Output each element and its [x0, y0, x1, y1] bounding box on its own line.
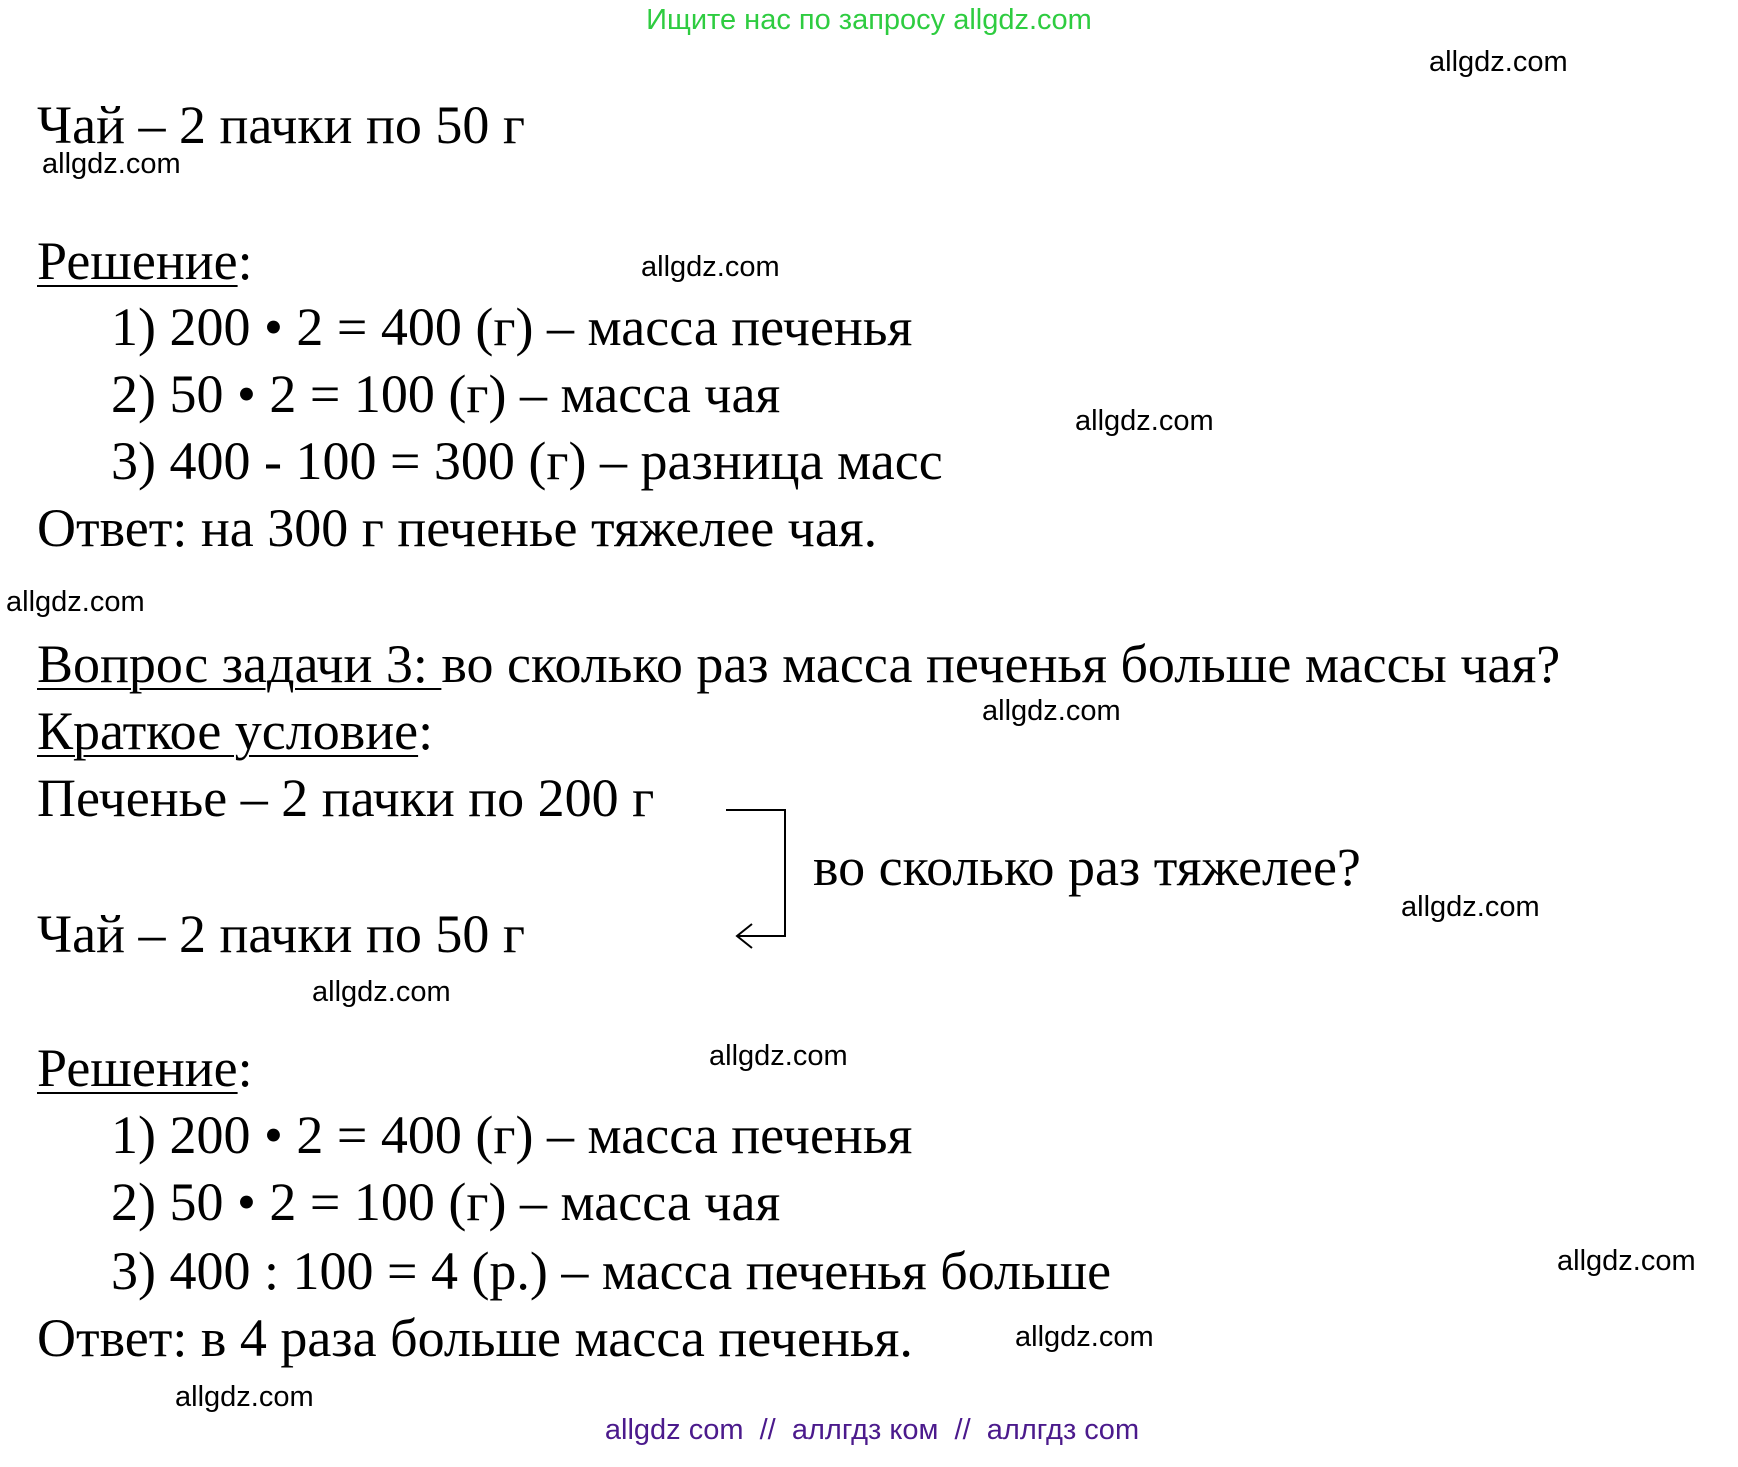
task3-step-1: 1) 200 • 2 = 400 (г) – масса печенья: [111, 1105, 913, 1165]
solution-label: Решение: [37, 1038, 238, 1098]
watermark: allgdz.com: [982, 695, 1121, 727]
header-banner: Ищите нас по запросу allgdz.com: [646, 4, 1092, 36]
task3-cookies-line: Печенье – 2 пачки по 200 г: [37, 768, 655, 828]
task2-answer: Ответ: на 300 г печенье тяжелее чая.: [37, 498, 878, 558]
watermark: allgdz.com: [42, 148, 181, 180]
footer-links: allgdz com // аллгдз ком // аллгдз com: [604, 1414, 1140, 1446]
watermark: allgdz.com: [312, 976, 451, 1008]
watermark: allgdz.com: [1429, 46, 1568, 78]
colon: :: [237, 1038, 253, 1098]
question-label: Вопрос задачи 3:: [37, 634, 442, 694]
watermark: allgdz.com: [1075, 405, 1214, 437]
watermark: allgdz.com: [1401, 891, 1540, 923]
task3-bracket-text: во сколько раз тяжелее?: [813, 837, 1361, 897]
watermark: allgdz.com: [1557, 1245, 1696, 1277]
task3-solution-heading: [37, 1038, 253, 1098]
solution-label: Решение: [37, 231, 238, 291]
question-text: во сколько раз масса печенья больше массы чая?: [441, 634, 1561, 694]
watermark: allgdz.com: [709, 1040, 848, 1072]
task3-step-2: 2) 50 • 2 = 100 (г) – масса чая: [111, 1172, 781, 1232]
colon: :: [418, 701, 434, 761]
watermark: allgdz.com: [175, 1381, 314, 1413]
task3-answer: Ответ: в 4 раза больше масса печенья.: [37, 1308, 913, 1368]
task3-tea-line: Чай – 2 пачки по 50 г: [37, 904, 526, 964]
task2-step-3: 3) 400 - 100 = 300 (г) – разница масс: [111, 431, 943, 491]
task2-step-2: 2) 50 • 2 = 100 (г) – масса чая: [111, 364, 781, 424]
colon: :: [237, 231, 253, 291]
condition-label: Краткое условие: [37, 701, 419, 761]
task3-step-3: 3) 400 : 100 = 4 (р.) – масса печенья больше: [111, 1241, 1112, 1301]
task2-tea-line: Чай – 2 пачки по 50 г: [37, 95, 526, 155]
watermark: allgdz.com: [6, 586, 145, 618]
watermark: allgdz.com: [641, 251, 780, 283]
task2-step-1: 1) 200 • 2 = 400 (г) – масса печенья: [111, 297, 913, 357]
watermark: allgdz.com: [1015, 1321, 1154, 1353]
